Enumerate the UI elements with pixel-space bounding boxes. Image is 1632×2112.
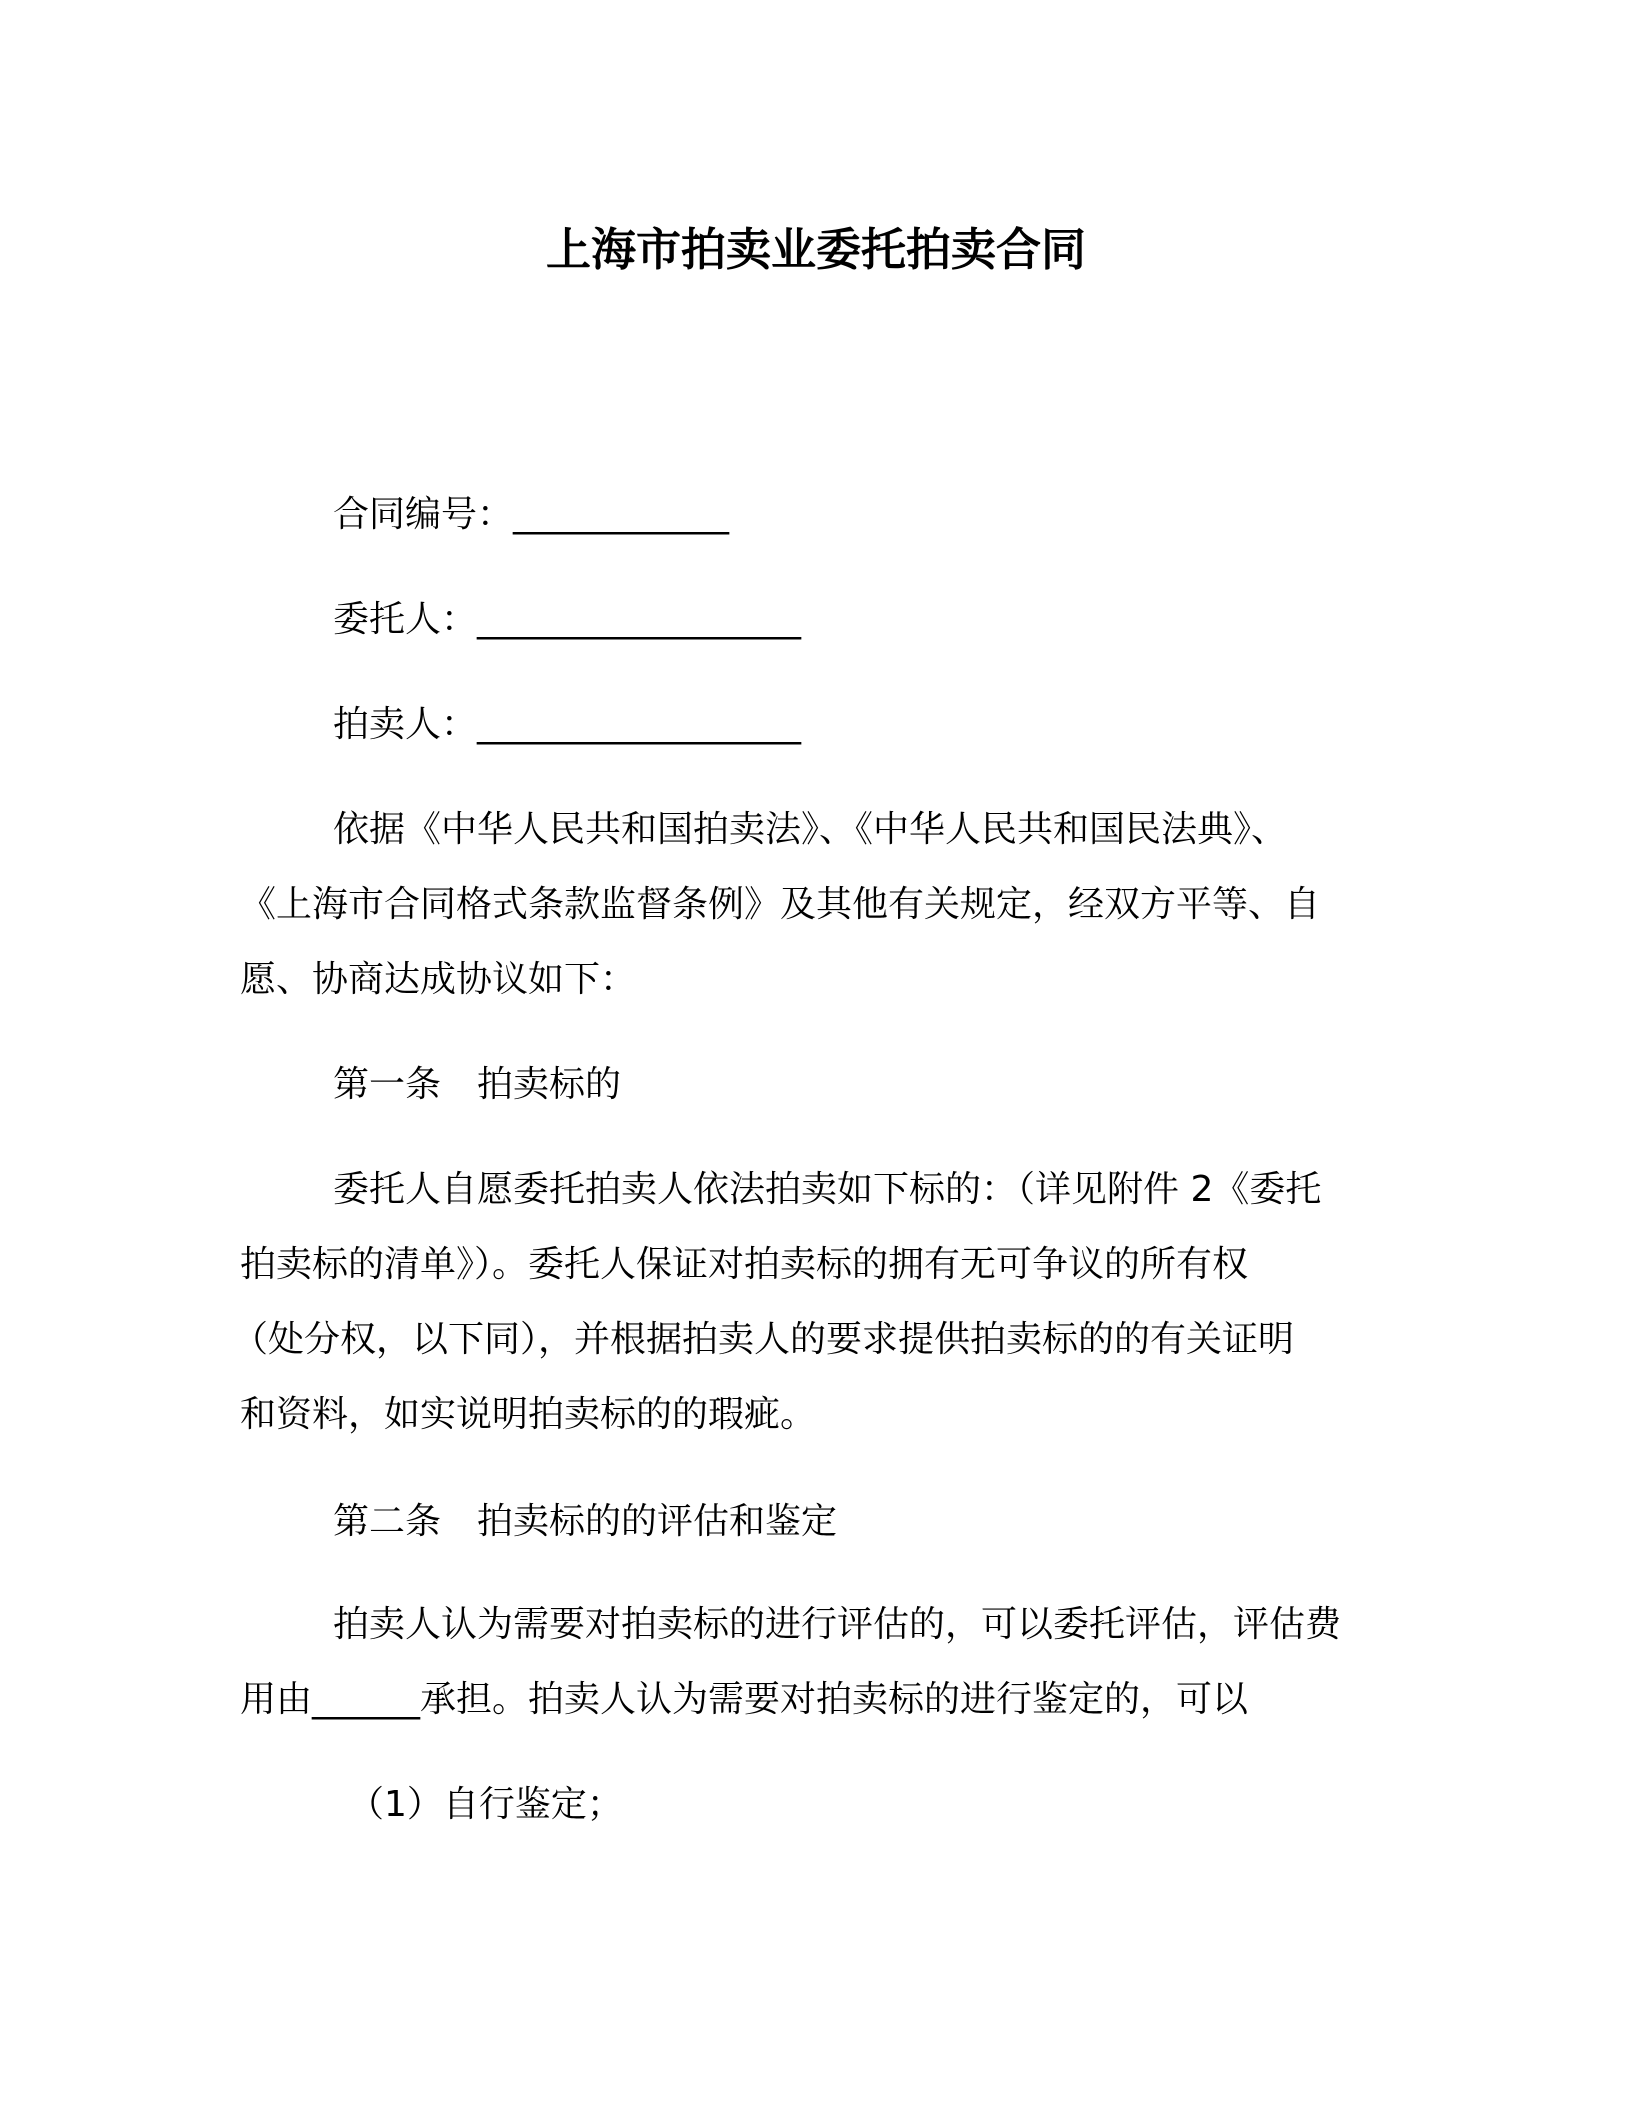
article1-line: 委托人自愿委托拍卖人依法拍卖如下标的：（详见附件 2《委托 [333,1169,1322,1210]
preamble-line: 依据《中华人民共和国拍卖法》、《中华人民共和国民法典》、 [333,809,1288,850]
article1-line: 和资料，如实说明拍卖标的的瑕疵。 [240,1394,817,1435]
article2-heading: 第二条 拍卖标的的评估和鉴定 [333,1501,838,1542]
preamble-line: 愿、协商达成协议如下： [240,959,637,1000]
auctioneer-field: 拍卖人：__________________ [333,704,802,745]
article1-heading: 第一条 拍卖标的 [333,1064,622,1105]
article1-line: 拍卖标的清单》）。委托人保证对拍卖标的拥有无可争议的所有权 [240,1244,1249,1285]
document-title: 上海市拍卖业委托拍卖合同 [545,223,1086,276]
article2-line: 拍卖人认为需要对拍卖标的进行评估的，可以委托评估，评估费 [333,1604,1342,1645]
article1-line: （处分权，以下同），并根据拍卖人的要求提供拍卖标的的有关证明 [232,1319,1295,1360]
contract-number-field: 合同编号：____________ [333,494,730,535]
preamble-line: 《上海市合同格式条款监督条例》及其他有关规定，经双方平等、自 [240,884,1321,925]
consignor-field: 委托人：__________________ [333,599,802,640]
article2-line: 用由______承担。拍卖人认为需要对拍卖标的进行鉴定的，可以 [240,1679,1249,1720]
article2-item-1: （1）自行鉴定； [348,1784,623,1825]
